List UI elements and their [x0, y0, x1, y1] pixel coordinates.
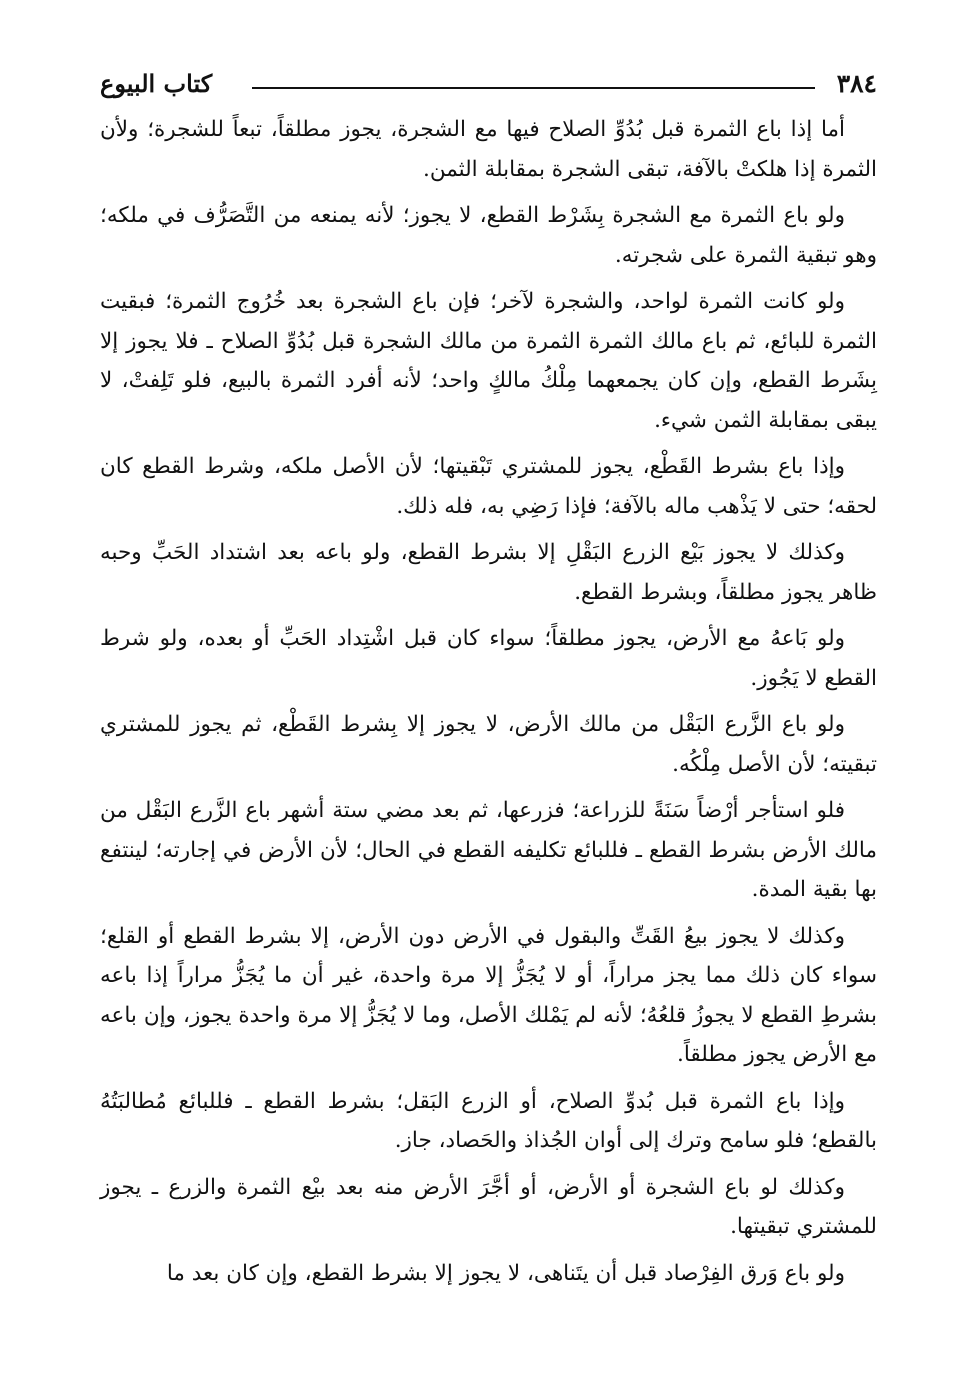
page-header [100, 66, 877, 102]
header-rule [252, 87, 815, 89]
body-text [100, 110, 877, 1293]
paragraph: وإذا باع الثمرة قبل بُدوِّ الصلاح، أو الزرع البَقل؛ بشرط القطع ـ فللبائع مُطالبَتُهُ بالقطع؛ فلو سامح وترك إلى أوان الجُذاذ والحَصاد، جاز. [100, 1088, 877, 1153]
paragraph: وإذا باع بشرط القَطْع، يجوز للمشتري تَبْقيتها؛ لأن الأصل ملكه، وشرط القطع كان لحقه؛ حتى لا يَذْهب ماله بالآفة؛ فإذا رَضِي به، فله ذلك. [100, 454, 877, 519]
page-number: ٣٨٤ [836, 69, 877, 98]
paragraph: وكذلك لا يجوز بَيْع الزرع البَقْلِ إلا بشرط القطع، ولو باعه بعد اشتداد الحَبِّ وحبه ظاهر يجوز مطلقاً، وبشرط القطع. [100, 540, 877, 605]
paragraph: ولو كانت الثمرة لواحد، والشجرة لآخر؛ فإن باع الشجرة بعد خُرُوج الثمرة؛ فبقيت الثمرة للبائع، ثم باع مالك الثمرة الثمرة من مالك الشجرة قبل بُدُوِّ الصلاح ـ فلا يجوز إلا بِشَرط القطع، وإن كان يجمعهما مِلْكُ مالكٍ واحد؛ لأنه أفرد الثمرة بالبيع، فلو تَلِفتْ، لا يبقى بمقابلة الثمن شيء. [100, 289, 877, 433]
paragraph: ولو باع الزَّرع البَقْل من مالك الأرض، لا يجوز إلا بِشرط القَطْع، ثم يجوز للمشتري تبقيته؛ لأن الأصل مِلْكُه. [100, 712, 877, 777]
paragraph: ولو باع الثمرة مع الشجرة بِشَرْط القطع، لا يجوز؛ لأنه يمنعه من التَّصَرُّف في ملكه؛ وهو تبقية الثمرة على شجرته. [100, 203, 877, 268]
paragraph: وكذلك لو باع الشجرة أو الأرض، أو أجَّرَ الأرض منه بعد بيْع الثمرة والزرع ـ يجوز للمشتري تبقيتها. [100, 1174, 877, 1239]
paragraph: ولو بَاعهُ مع الأرض، يجوز مطلقاً؛ سواء كان قبل اشْتِداد الحَبِّ أو بعده، ولو شرط القطع لا يَجُوز. [100, 626, 877, 691]
paragraph: ولو باع وَرق الفِرْصاد قبل أن يتَناهى، لا يجوز إلا بشرط القطع، وإن كان بعد ما [166, 1260, 845, 1286]
book-title: كتاب البيوع [100, 69, 213, 98]
paragraph: وكذلك لا يجوز بيعُ القَتِّ والبقول في الأرض دون الأرض، إلا بشرط القطع أو القلع؛ سواء كان ذلك مما يجز مراراً، أو لا يُجَزُّ إلا مرة واحدة، غير أن ما يُجَزُّ مراراً إذا باعه بشرطِ القطع لا يجوزُ قلعُهُ؛ لأنه لم يَمْلك الأصل، وما لا يُجَزُّ إلا مرة واحدة يجوز، وإن باعه مع الأرض يجوز مطلقاً. [100, 923, 877, 1067]
paragraph: فلو استأجر أرْضاً سَنَةً للزراعة؛ فزرعها، ثم بعد مضي ستة أشهر باع الزَّرع البَقْل من مالك الأرض بشرط القطع ـ فللبائع تكليفه القطع في الحال؛ لأن الأرض في إجارته؛ لينتفع بها بقية المدة. [100, 798, 877, 902]
paragraph: أما إذا باع الثمرة قبل بُدُوِّ الصلاح فيها مع الشجرة، يجوز مطلقاً، تبعاً للشجرة؛ ولأن الثمرة إذا هلكتْ بالآفة، تبقى الشجرة بمقابلة الثمن. [100, 117, 877, 182]
